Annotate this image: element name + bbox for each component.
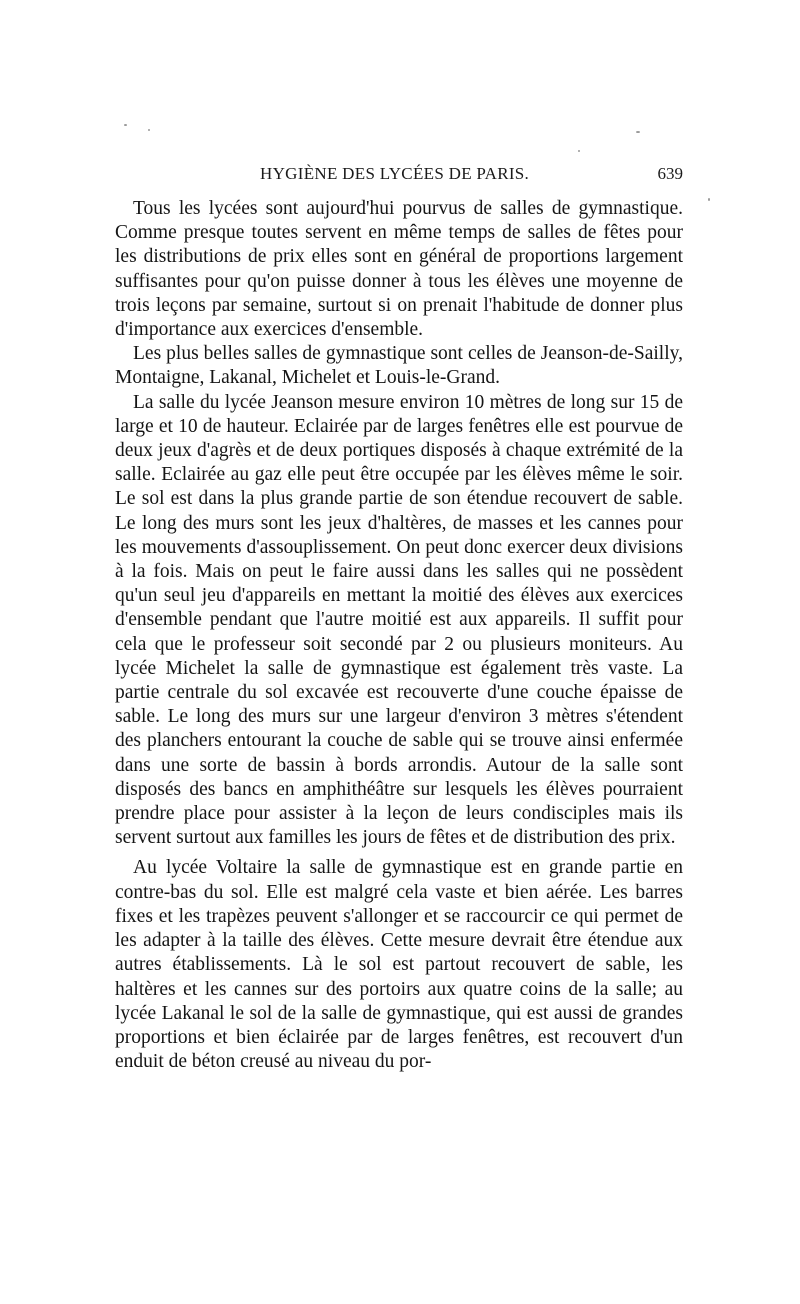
scan-speck: [124, 124, 127, 126]
page-number: 639: [657, 164, 683, 183]
running-title: HYGIÈNE DES LYCÉES DE PARIS.: [260, 164, 530, 183]
paragraph: Les plus belles salles de gymnastique sont celles de Jeanson-de-Sailly, Montaigne, Lakanal, Michelet et Louis-le-Grand.: [115, 343, 683, 389]
paragraph: Au lycée Voltaire la salle de gymnastique est en grande partie en contre-bas du sol. Elle est malgré cela vaste et bien aérée. Les barres fixes et les trapèzes peuvent s'allonger et se raccourcir ce qui permet de les adapter à la taille des élèves. Cette mesure devrait être étendue aux autres établissements. Là le sol est partout recouvert de sable, les haltères et les cannes sur des portoirs aux quatre coins de la salle; au lycée Lakanal le sol de la salle de gymnastique, qui est aussi de grandes proportions et bien éclairée par de larges fenêtres, est recouvert d'un enduit de béton creusé au niveau du por-: [115, 857, 683, 1073]
scan-speck: [578, 150, 580, 152]
scan-speck: [708, 198, 710, 201]
paragraph: La salle du lycée Jeanson mesure environ 10 mètres de long sur 15 de large et 10 de hauteur. Eclairée par de larges fenêtres elle est pourvue de deux jeux d'agrès et de deux portiques disposés à chaque extrémité de la salle. Eclairée au gaz elle peut être occupée par les élèves même le soir. Le sol est dans la plus grande partie de son étendue recouvert de sable. Le long des murs sont les jeux d'haltères, de masses et les cannes pour les mouvements d'assouplissement. On peut donc exercer deux divisions à la fois. Mais on peut le faire aussi dans les salles qui ne possèdent qu'un seul jeu d'appareils en mettant la moitié des élèves aux exercices d'ensemble pendant que l'autre moitié est aux appareils. Il suffit pour cela que le professeur soit secondé par 2 ou plusieurs moniteurs. Au lycée Michelet la salle de gymnastique est également très vaste. La partie centrale du sol excavée est recouverte d'une couche épaisse de sable. Le long des murs sur une largeur d'environ 3 mètres s'étendent des planchers entourant la couche de sable qui se trouve ainsi enfermée dans une sorte de bassin à bords arrondis. Autour de la salle sont disposés des bancs en amphithéâtre sur lesquels les élèves pourraient prendre place pour assister à la leçon de leurs condisciples mais ils servent surtout aux familles les jours de fêtes et de distribution des prix.: [115, 391, 683, 849]
scan-speck: [636, 131, 640, 133]
running-head: [115, 164, 683, 188]
body-text: [115, 197, 683, 1074]
scan-speck: [148, 129, 150, 131]
paragraph: Tous les lycées sont aujourd'hui pourvus de salles de gymnastique. Comme presque toutes servent en même temps de salles de fêtes pour les distributions de prix elles sont en général de proportions largement suffisantes pour qu'on puisse donner à tous les élèves une moyenne de trois leçons par semaine, surtout si on prenait l'habitude de donner plus d'importance aux exercices d'ensemble.: [115, 198, 683, 341]
